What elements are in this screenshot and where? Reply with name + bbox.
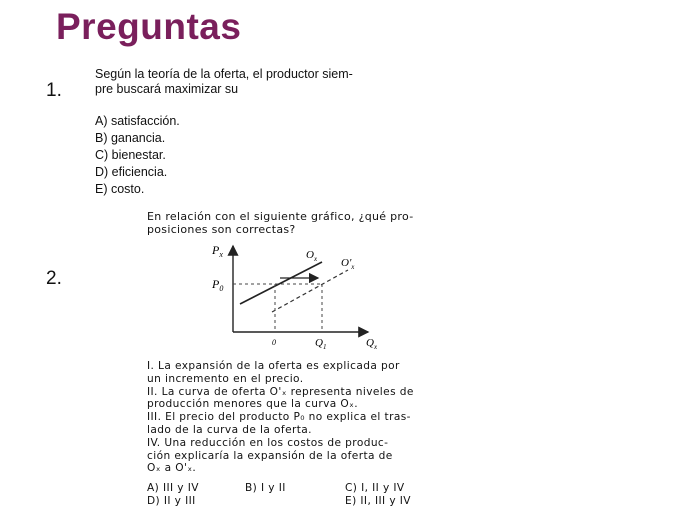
- answer-d[interactable]: D) II y III: [147, 495, 196, 507]
- statement-line: I. La expansión de la oferta es explicada por: [147, 360, 400, 372]
- statement-line: ción explicaría la expansión de la oferta de: [147, 449, 393, 462]
- question-2-text: [147, 210, 467, 236]
- question-1-line-1: Según la teoría de la oferta, el productor siem-: [95, 67, 353, 81]
- question-1-line-2: pre buscará maximizar su: [95, 82, 239, 96]
- y-axis-label: $P_x$: [212, 243, 223, 259]
- statement-line: un incremento en el precio.: [147, 372, 304, 385]
- question-2-statements: [147, 360, 467, 475]
- curve-o-prime-label: $O'_x$: [341, 257, 355, 271]
- curve-o-label: $O_x$: [306, 249, 318, 263]
- question-2-number: 2.: [46, 268, 62, 289]
- statement-line: IV. Una reducción en los costos de produc-: [147, 436, 389, 449]
- option-b[interactable]: B) ganancia.: [95, 131, 166, 145]
- answer-e[interactable]: E) II, III y IV: [345, 495, 411, 507]
- q1-label: $Q_1$: [315, 337, 327, 351]
- answer-a[interactable]: A) III y IV: [147, 482, 199, 494]
- question-1-options: [95, 113, 180, 198]
- statement-line: III. El precio del producto P₀ no explica el tras-: [147, 411, 411, 424]
- answer-b[interactable]: B) I y II: [245, 482, 286, 494]
- supply-graph: [200, 240, 430, 355]
- supply-curve-o: [240, 262, 322, 304]
- statement-line: II. La curva de oferta O'ₓ representa niveles de: [147, 385, 414, 398]
- price-label: $P_0$: [212, 277, 224, 293]
- option-c[interactable]: C) bienestar.: [95, 148, 166, 162]
- statement-line: producción menores que la curva Oₓ.: [147, 398, 359, 411]
- option-d[interactable]: D) eficiencia.: [95, 165, 168, 179]
- answer-c[interactable]: C) I, II y IV: [345, 482, 405, 494]
- option-e[interactable]: E) costo.: [95, 182, 145, 196]
- question-1-number: 1.: [46, 80, 62, 101]
- question-2-line-1: En relación con el siguiente gráfico, ¿qué pro-: [147, 210, 414, 223]
- question-2-line-2: posiciones son correctas?: [147, 223, 296, 236]
- question-1-text: [95, 67, 425, 97]
- option-a[interactable]: A) satisfacción.: [95, 114, 180, 128]
- statement-line: lado de la curva de la oferta.: [147, 423, 312, 436]
- page-title: Preguntas: [56, 6, 242, 47]
- origin-label: 0: [272, 338, 276, 347]
- x-axis-label: $Q_x$: [366, 337, 378, 351]
- statement-line: Oₓ a O'ₓ.: [147, 462, 197, 475]
- supply-curve-o-prime: [272, 270, 348, 312]
